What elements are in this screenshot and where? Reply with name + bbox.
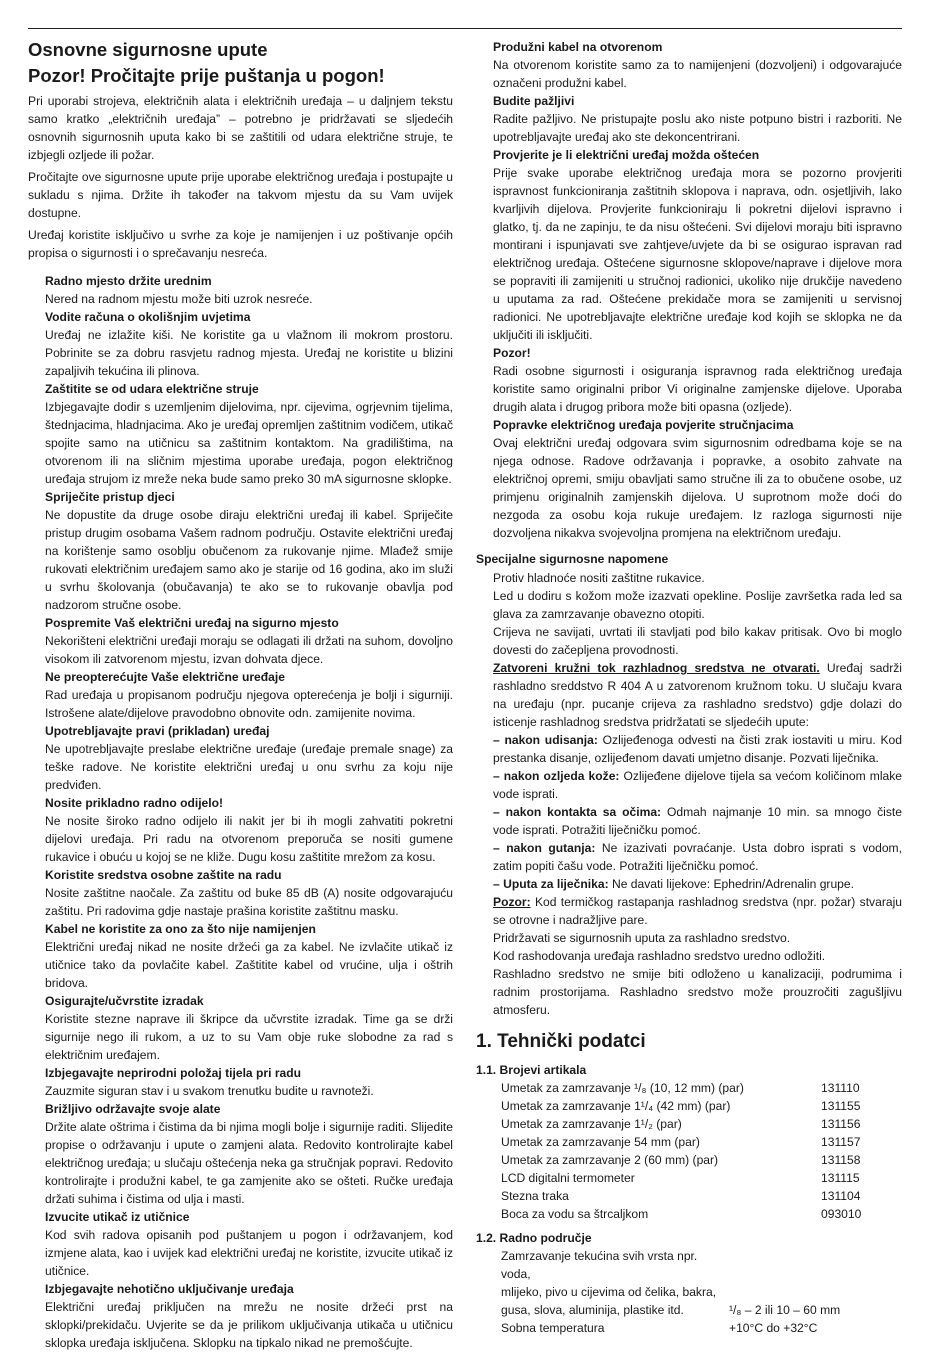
first-aid-lead: – nakon ozljeda kože:: [493, 769, 620, 783]
page-title: Osnovne sigurnosne upute: [28, 39, 268, 60]
section-body: Rad uređaja u propisanom području njegova opterećenja je bolji i sigurniji. Istrošene alate/dijelove pravodobno obnovite odn. zamijenite novima.: [45, 688, 453, 720]
section-body: Električni uređaj priključen na mrežu ne nosite držeći prst na sklopki/prekidaču. Uvjerite se da je prilikom uključivanja utikača u utičnicu sklopka uređaja isključena. Sklopku na tipkalo nikad ne premošćujte.: [45, 1300, 453, 1350]
working-range-table: [501, 1247, 881, 1337]
first-aid-text: Ozlijeđenoga odvesti na čisti zrak iostaviti u miru. Kod prestanka disanje, ozlijeđenom davati umjetno disanje. Pozvati liječnika.: [493, 733, 902, 765]
article-name: Stezna traka: [501, 1189, 569, 1203]
section-body: Radite pažljivo. Ne pristupajte poslu ako niste potpuno bistri i razboriti. Ne upotrebljavajte uređaj ako ste dekoncentrirani.: [493, 112, 902, 144]
article-name: Umetak za zamrzavanje 1¹/₄ (42 mm) (par): [501, 1099, 731, 1113]
section-title: Vodite računa o okolišnjim uvjetima: [45, 310, 251, 324]
intro: [28, 92, 453, 262]
section-body: Na otvorenom koristite samo za to namijenjeni (dozvoljeni) i odgovarajuće označeni produžni kabel.: [493, 58, 902, 90]
first-aid-lead: – nakon udisanja:: [493, 733, 598, 747]
article-row: [501, 1151, 881, 1169]
section-body: Zauzmite siguran stav i u svakom trenutku budite u ravnoteži.: [45, 1084, 374, 1098]
range-value: ¹/₈ – 2 ili 10 – 60 mm: [729, 1303, 841, 1317]
section-title: Spriječite pristup djeci: [45, 490, 175, 504]
caution-text: Kod termičkog rastapanja rashladnog sredstva (npr. požar) stvaraju se otrovne i nadražljive pare.: [493, 895, 902, 927]
article-number: 093010: [821, 1207, 862, 1221]
section-body: Koristite stezne naprave ili škripce da učvrstite izradak. Time ga se drži sigurnije nego ili rukom, a uz to su Vam obje ruke slobodne za rad s električnim uređajem.: [45, 1012, 453, 1062]
special-notes-title: Specijalne sigurnosne napomene: [476, 552, 669, 566]
first-aid-item: [493, 731, 902, 767]
first-aid-item: [493, 803, 902, 839]
article-numbers-heading: 1.1. Brojevi artikala: [476, 1063, 587, 1077]
warning-lead: Zatvoreni kružni tok razhladnog sredstva ne otvarati.: [493, 661, 820, 675]
section-body: Radi osobne sigurnosti i osiguranja ispravnog rada električnog uređaja koristite samo originalni pribor Vi originalne zamjenske dijelove. Uporaba drugih alata i drugog pribora može biti opasna (ozljede).: [493, 364, 902, 414]
section-title: Radno mjesto držite urednim: [45, 274, 212, 288]
article-row: [501, 1187, 881, 1205]
page-subtitle: Pozor! Pročitajte prije puštanja u pogon!: [28, 65, 385, 86]
article-number: 131157: [821, 1135, 861, 1149]
intro-paragraph: Pročitajte ove sigurnosne upute prije uporabe električnog uređaja i postupajte u sukladu s njima. Držite ih također na takvom mjestu da su Vam uvijek dostupne.: [28, 170, 453, 220]
warning-text: Uređaj sadrži rashladno sreddstvo R 404 A u zatvorenom kružnom toku. U slučaju kvara na uređaju (npr. pucanje crijeva za rashladno sredstvo) gdje dolazi do isticenje rashladnog sredstva pridržatati se sljedećih upute:: [493, 661, 902, 729]
tech-data-heading: 1. Tehnički podatci: [476, 1031, 646, 1052]
section-body: Električni uređaj nikad ne nosite držeći ga za kabel. Ne izvlačite utikač iz utičnice tako da povlačite kabel. Zaštitite kabel od vrućine, ulja i oštrih bridova.: [45, 940, 453, 990]
article-number: 131110: [821, 1081, 860, 1095]
section-title: Pozor!: [493, 346, 531, 360]
section-body: Nekorišteni električni uređaji moraju se odlagati ili držati na suhom, dovoljno visokom ili zatvorenom mjestu, izvan dohvata djece.: [45, 634, 453, 666]
article-row: [501, 1133, 881, 1151]
first-aid-text: Odmah najmanje 10 min. sa mnogo čiste vode isprati. Potražiti liječničku pomoć.: [493, 805, 902, 837]
section-body: Nered na radnom mjestu može biti uzrok nesreće.: [45, 292, 313, 306]
section-title: Provjerite je li električni uređaj možda oštećen: [493, 148, 760, 162]
section-title: Koristite sredstva osobne zaštite na radu: [45, 868, 282, 882]
section-body: Ovaj električni uređaj odgovara svim sigurnosnim odredbama koje se na njega odnose. Radove održavanja i popravke, a osobito zahvate na električnoj opremi, smiju obavljati samo stručne ili za to obučene osobe, uz primjenu originalnih zamjenskih dijelova. U suprotnom može doći do nezgoda za osobu koja rukuje uređajem. Iz razloga sigurnosti nije dozvoljena nikakva svojevoljna promjena na električnom uređaju.: [493, 436, 902, 540]
section-title: Izbjegavajte neprirodni položaj tijela pri radu: [45, 1066, 302, 1080]
article-row: [501, 1097, 881, 1115]
intro-paragraph: Uređaj koristite isključivo u svrhe za koje je namijenjen i uz poštivanje općih propisa o sigurnosti i o sprečavanju nesreća.: [28, 228, 453, 260]
section-body: Držite alate oštrima i čistima da bi njima mogli bolje i sigurnije raditi. Slijedite propise o održavanju i upute o zamjeni alata. Redovito kontrolirajte kabel električnog uređaja; u slučaju oštećenja neka ga stručnjak popravi. Redovito kontrolirajte i produžni kabel, te ga zamjenite ako se ošteti. Ručke uređaja držati suhima i čistima od ulja i masti.: [45, 1120, 453, 1206]
article-name: Umetak za zamrzavanje 2 (60 mm) (par): [501, 1153, 719, 1167]
range-row: [501, 1283, 881, 1301]
article-name: Umetak za zamrzavanje ¹/₈ (10, 12 mm) (par): [501, 1081, 744, 1095]
section-body: Ne nosite široko radno odijelo ili nakit jer bi ih mogli zahvatiti pokretni dijelovi uređaja. Pri radu na otvorenom preporuča se nositi gumene rukavice i obuću u kojoj se ne kliže. Dugu kosu zaštitite mrežom za kosu.: [45, 814, 453, 864]
article-row: [501, 1079, 881, 1097]
section-title: Nosite prikladno radno odijelo!: [45, 796, 224, 810]
section-title: Zaštitite se od udara električne struje: [45, 382, 259, 396]
article-number: 131156: [821, 1117, 861, 1131]
section-title: Ne preopterećujte Vaše električne uređaje: [45, 670, 285, 684]
working-range-heading: 1.2. Radno područje: [476, 1231, 592, 1245]
intro-paragraph: Pri uporabi strojeva, električnih alata i električnih uređaja – u daljnjem tekstu samo kratko „električnih uređaja” – potrebno je pridržavati se sljedećih osnovnih sigurnosnih uputa kako bi se zaštitili od udara električne struje, te izbjegli ozljede ili požar.: [28, 94, 453, 162]
section-body: Ne dopustite da druge osobe diraju električni uređaj ili kabel. Spriječite pristup drugim osobama Vašem radnom području. Ostavite električni uređaj na korištenje samo osoblju obučenom za rukovanje njime. Mlađež smije rukovati električnim uređajem samo ako je starije od 16 godina, ako im služi u svrhu školovanja (obučavanja) te ako se to rukovanje obavlja pod nadzorom stručne osobe.: [45, 508, 453, 612]
range-label: Zamrzavanje tekućina svih vrsta npr. voda,: [501, 1249, 698, 1281]
section-body: Kod svih radova opisanih pod puštanjem u pogon i održavanjem, kod izmjene alata, kao i uvijek kad električni uređaj ne koristite, izvucite utikač iz utičnice.: [45, 1228, 453, 1278]
safety-sections: [28, 272, 453, 1352]
note-paragraph: Crijeva ne savijati, uvrtati ili stavljati pod bilo kakav pritisak. Ovo bi moglo dovesti do začepljena provodnosti.: [493, 625, 902, 657]
first-aid-item: [493, 767, 902, 803]
note-paragraph: Protiv hladnoće nositi zaštitne rukavice.: [493, 571, 705, 585]
range-value: [721, 1247, 881, 1283]
range-label: mlijeko, pivo u cijevima od čelika, bakra,: [501, 1285, 717, 1299]
section-body: Nosite zaštitne naočale. Za zaštitu od buke 85 dB (A) nosite odgovarajuću zaštitu. Pri radovima gdje nastaje prašina koristite zaštitnu masku.: [45, 886, 453, 918]
range-row: [501, 1301, 881, 1319]
first-aid-lead: – nakon kontakta sa očima:: [493, 805, 662, 819]
article-row: [501, 1115, 881, 1133]
range-row: [501, 1319, 881, 1337]
note-paragraph: [493, 893, 902, 929]
section-title: Upotrebljavajte pravi (prikladan) uređaj: [45, 724, 270, 738]
safety-sections-continued: [476, 38, 902, 542]
range-label: gusa, slova, aluminija, plastike itd.: [501, 1303, 684, 1317]
section-body: Ne upotrebljavajte preslabe električne uređaje (uređaje premale snage) za teške radove. Ne koristite električni uređaj u onu svrhu za koju nije predviđen.: [45, 742, 453, 792]
first-aid-lead: – Uputa za liječnika:: [493, 877, 609, 891]
first-aid-lead: – nakon gutanja:: [493, 841, 596, 855]
range-value: [721, 1283, 881, 1301]
article-number: 131155: [821, 1099, 861, 1113]
note-paragraph: Kod rashodovanja uređaja rashladno sredstvo uredno odložiti.: [493, 949, 826, 963]
section-title: Popravke električnog uređaja povjerite stručnjacima: [493, 418, 794, 432]
range-label: Sobna temperatura: [501, 1321, 605, 1335]
caution-lead: Pozor:: [493, 895, 531, 909]
note-paragraph: Led u dodiru s kožom može izazvati opekline. Poslije završetka rada led sa glava za zamrzavanje obavezno otopiti.: [493, 589, 902, 621]
section-title: Kabel ne koristite za ono za što nije namijenjen: [45, 922, 316, 936]
article-name: LCD digitalni termometer: [501, 1171, 635, 1185]
section-title: Produžni kabel na otvorenom: [493, 40, 663, 54]
section-body: Prije svake uporabe električnog uređaja mora se pozorno provjeriti ispravnost funkcioniranja zaštitnih sklopova i naprava, odn. osjetljivih, lako kvarljivih dijelova. Provjerite funkcioniraju li pokretni dijelovi ispravno i glatko, tj. da ne zapinju, te da nisu oštećeni. Svi dijelovi moraju biti ispravno montirani i ispunjavati sve zahtjeve/uvjete da bi se osigurao ispravan rad električnog uređaja. Oštećene sigurnosne sklopove/naprave i dijelove mora se popraviti ili zamijeniti u stručnoj radionici, ukoliko nije drukčije navedeno u uputama za rad. Oštećene prekidače mora se zamijeniti u servisnoj radionici. Ne upotrebljavajte električne uređaje kod kojih se sklopka ne da uključiti ili isključiti.: [493, 166, 902, 342]
article-number: 131158: [821, 1153, 861, 1167]
first-aid-text: Ne davati lijekove: Ephedrin/Adrenalin grupe.: [608, 877, 854, 891]
article-table: [501, 1079, 881, 1223]
note-paragraph: Pridržavati se sigurnosnih uputa za rashladno sredstvo.: [493, 931, 791, 945]
first-aid-text: Ne izazivati povraćanje. Usta dobro isprati s vodom, zatim popiti čašu vode. Potražiti liječničku pomoć.: [493, 841, 902, 873]
section-title: Izbjegavajte nehotično uključivanje uređaja: [45, 1282, 294, 1296]
article-row: [501, 1205, 881, 1223]
first-aid-item: [493, 839, 902, 875]
section-body: Uređaj ne izlažite kiši. Ne koristite ga u vlažnom ili mokrom prostoru. Pobrinite se za dobru rasvjetu radnog mjesta. Uređaj ne koristite u blizini zapaljivih tekućina ili plinova.: [45, 328, 453, 378]
range-row: [501, 1247, 881, 1283]
left-column: [28, 36, 453, 1352]
article-name: Umetak za zamrzavanje 1¹/₂ (par): [501, 1117, 682, 1131]
range-value: +10°C do +32°C: [729, 1321, 818, 1335]
first-aid-item: [493, 875, 902, 893]
section-title: Osigurajte/učvrstite izradak: [45, 994, 204, 1008]
article-name: Boca za vodu sa štrcaljkom: [501, 1207, 649, 1221]
top-rule: [28, 28, 902, 29]
article-name: Umetak za zamrzavanje 54 mm (par): [501, 1135, 700, 1149]
section-title: Izvucite utikač iz utičnice: [45, 1210, 190, 1224]
section-title: Budite pažljivi: [493, 94, 575, 108]
first-aid-text: Ozlijeđene dijelove tijela sa većom količinom mlake vode isprati.: [493, 769, 903, 801]
section-title: Brižljivo održavajte svoje alate: [45, 1102, 221, 1116]
article-row: [501, 1169, 881, 1187]
section-body: Izbjegavajte dodir s uzemljenim dijelovima, npr. cijevima, ogrjevnim tijelima, štednjacima, hladnjacima. Ako je uređaj opremljen zaštitnim vodičem, utikač spojite samo na utičnicu sa zaštitnim kontaktom. Na gradilištima, na otvorenom ili na sličnim mjestima uporabe uređaja, pogon električnog uređaja strujom iz mreže neka bude samo preko 30 mA sigurnosne sklopke.: [45, 400, 453, 486]
right-column: [476, 38, 902, 1337]
section-title: Pospremite Vaš električni uređaj na sigurno mjesto: [45, 616, 339, 630]
note-paragraph: [493, 659, 902, 731]
article-number: 131104: [821, 1189, 861, 1203]
note-paragraph: Rashladno sredstvo ne smije biti odloženo u kanalizaciji, podrumima i radnim prostorijama. Rashladno sredstvo može prouzročiti zagušljivu atmosferu.: [493, 967, 902, 1017]
special-notes: [476, 569, 902, 1019]
article-number: 131115: [821, 1171, 860, 1185]
